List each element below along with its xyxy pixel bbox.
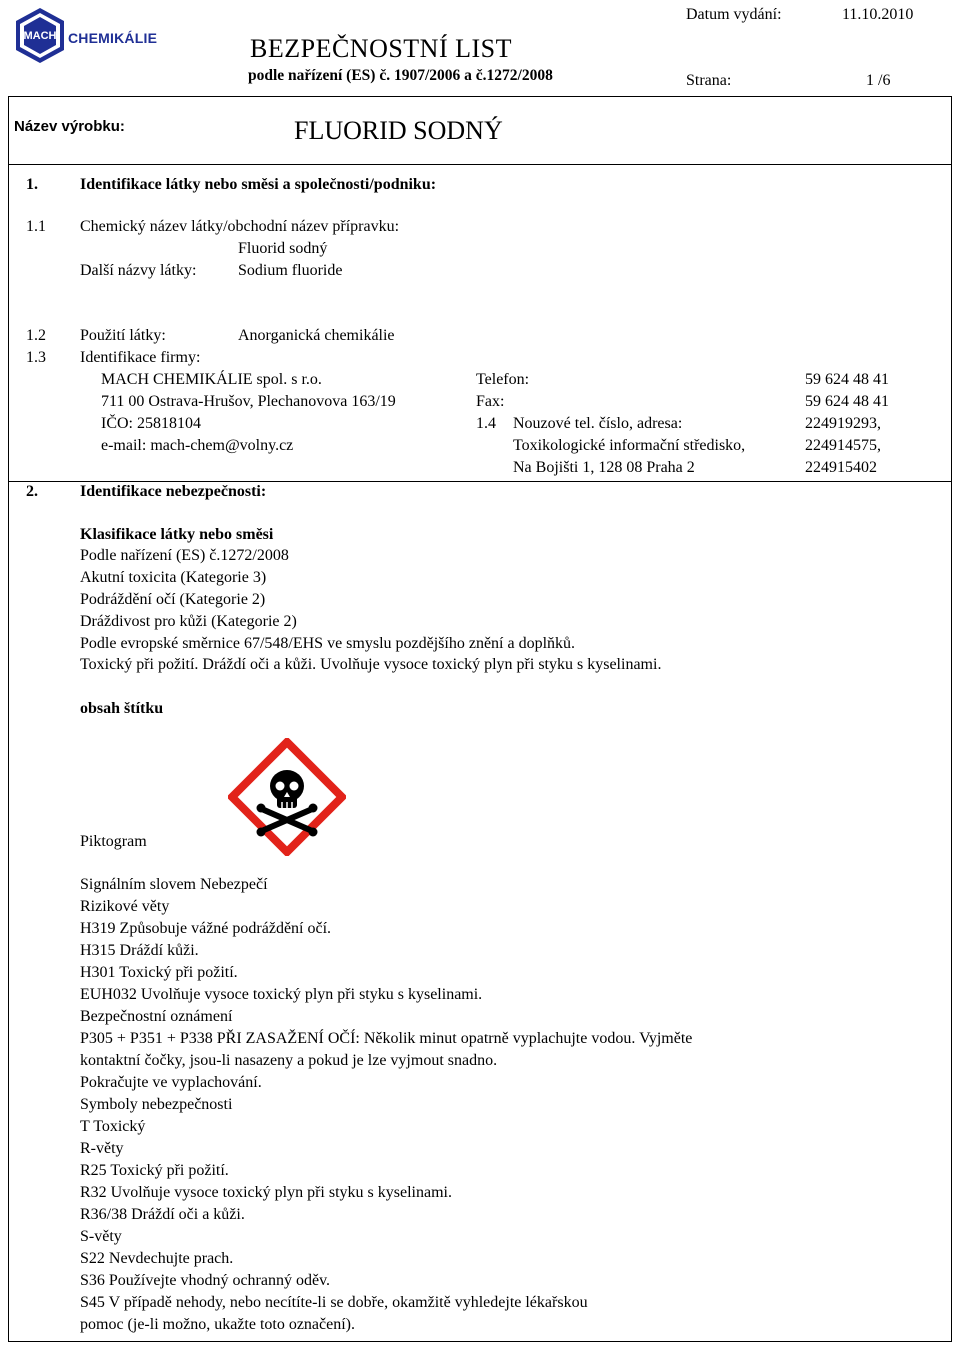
classification-line: Akutní toxicita (Kategorie 3) bbox=[80, 569, 267, 586]
bottom-border bbox=[8, 1341, 952, 1342]
tox-center-name: Toxikologické informační středisko, bbox=[513, 437, 746, 454]
company-name: MACH CHEMIKÁLIE spol. s r.o. bbox=[101, 371, 322, 388]
label-line: H301 Toxický při požití. bbox=[80, 964, 238, 981]
fax-label: Fax: bbox=[476, 393, 505, 410]
left-border bbox=[8, 96, 9, 1342]
classification-line: Podráždění očí (Kategorie 2) bbox=[80, 591, 266, 608]
classification-line: Podle evropské směrnice 67/548/EHS ve smyslu pozdějšího znění a doplňků. bbox=[80, 635, 576, 652]
label-line: H315 Dráždí kůži. bbox=[80, 942, 199, 959]
product-name-label: Název výrobku: bbox=[14, 118, 125, 135]
tox-center-address: Na Bojišti 1, 128 08 Praha 2 bbox=[513, 459, 695, 476]
section-1-3-number: 1.3 bbox=[26, 349, 46, 366]
label-line: H319 Způsobuje vážné podráždění očí. bbox=[80, 920, 332, 937]
page-number: 1 /6 bbox=[866, 72, 891, 89]
label-line: Rizikové věty bbox=[80, 898, 170, 915]
logo-brand-text: CHEMIKÁLIE bbox=[68, 30, 158, 46]
section-1-4-number: 1.4 bbox=[476, 415, 496, 432]
label-content-heading: obsah štítku bbox=[80, 700, 164, 717]
pictogram-label: Piktogram bbox=[80, 833, 147, 850]
issue-date-value: 11.10.2010 bbox=[842, 6, 914, 23]
section-2-title: Identifikace nebezpečnosti: bbox=[80, 483, 267, 500]
label-line: pomoc (je-li možno, ukažte toto označení). bbox=[80, 1316, 356, 1333]
svg-text:MACH: MACH bbox=[23, 30, 57, 42]
label-line: R-věty bbox=[80, 1140, 124, 1157]
other-names-label: Další názvy látky: bbox=[80, 262, 197, 279]
section-1-title: Identifikace látky nebo směsi a společnosti/podniku: bbox=[80, 176, 437, 193]
document-title: BEZPEČNOSTNÍ LIST bbox=[250, 34, 512, 63]
phone-value: 59 624 48 41 bbox=[805, 371, 889, 388]
section-1-1-label: Chemický název látky/obchodní název přípravku: bbox=[80, 218, 400, 235]
substance-use: Anorganická chemikálie bbox=[238, 327, 395, 344]
label-line: EUH032 Uvolňuje vysoce toxický plyn při styku s kyselinami. bbox=[80, 986, 483, 1003]
label-line: P305 + P351 + P338 PŘI ZASAŽENÍ OČÍ: Několik minut opatrně vyplachujte vodou. Vyjměte bbox=[80, 1030, 693, 1047]
emergency-label: Nouzové tel. číslo, adresa: bbox=[513, 415, 683, 432]
label-line: Bezpečnostní oznámení bbox=[80, 1008, 233, 1025]
header-divider bbox=[8, 96, 952, 97]
company-address: 711 00 Ostrava-Hrušov, Plechanovova 163/19 bbox=[101, 393, 396, 410]
label-line: Pokračujte ve vyplachování. bbox=[80, 1074, 262, 1091]
product-name: FLUORID SODNÝ bbox=[294, 116, 503, 145]
chemical-name: Fluorid sodný bbox=[238, 240, 328, 257]
emergency-phone-3: 224915402 bbox=[805, 459, 877, 476]
label-line: S22 Nevdechujte prach. bbox=[80, 1250, 234, 1267]
page-label: Strana: bbox=[686, 72, 732, 89]
emergency-phone-1: 224919293, bbox=[805, 415, 881, 432]
label-line: S45 V případě nehody, nebo necítíte-li se dobře, okamžitě vyhledejte lékařskou bbox=[80, 1294, 588, 1311]
product-divider bbox=[8, 164, 952, 165]
regulation-reference: podle nařízení (ES) č. 1907/2006 a č.1272/2008 bbox=[248, 67, 553, 84]
label-line: kontaktní čočky, jsou-li nasazeny a pokud je lze vyjmout snadno. bbox=[80, 1052, 498, 1069]
company-email: e-mail: mach-chem@volny.cz bbox=[101, 437, 294, 454]
label-line: R36/38 Dráždí oči a kůži. bbox=[80, 1206, 245, 1223]
section-1-3-label: Identifikace firmy: bbox=[80, 349, 201, 366]
company-ico: IČO: 25818104 bbox=[101, 415, 201, 432]
label-line: T Toxický bbox=[80, 1118, 146, 1135]
section-1-number: 1. bbox=[26, 176, 38, 193]
label-line: S-věty bbox=[80, 1228, 122, 1245]
section-1-2-label: Použití látky: bbox=[80, 327, 166, 344]
classification-line: Toxický při požití. Dráždí oči a kůži. Uvolňuje vysoce toxický plyn při styku s kyselinami. bbox=[80, 656, 662, 673]
label-line: S36 Používejte vhodný ochranný oděv. bbox=[80, 1272, 331, 1289]
label-line: R25 Toxický při požití. bbox=[80, 1162, 229, 1179]
classification-line: Podle nařízení (ES) č.1272/2008 bbox=[80, 547, 289, 564]
section-2-divider bbox=[8, 481, 952, 482]
section-2-number: 2. bbox=[26, 483, 38, 500]
right-border bbox=[951, 96, 952, 1342]
issue-date-label: Datum vydání: bbox=[686, 6, 782, 23]
emergency-phone-2: 224914575, bbox=[805, 437, 881, 454]
fax-value: 59 624 48 41 bbox=[805, 393, 889, 410]
classification-heading: Klasifikace látky nebo směsi bbox=[80, 526, 274, 543]
section-1-1-number: 1.1 bbox=[26, 218, 46, 235]
skull-crossbones-icon bbox=[228, 738, 346, 856]
label-line: Signálním slovem Nebezpečí bbox=[80, 876, 268, 893]
classification-line: Dráždivost pro kůži (Kategorie 2) bbox=[80, 613, 297, 630]
label-line: Symboly nebezpečnosti bbox=[80, 1096, 233, 1113]
other-names-value: Sodium fluoride bbox=[238, 262, 343, 279]
label-line: R32 Uvolňuje vysoce toxický plyn při styku s kyselinami. bbox=[80, 1184, 452, 1201]
phone-label: Telefon: bbox=[476, 371, 530, 388]
section-1-2-number: 1.2 bbox=[26, 327, 46, 344]
